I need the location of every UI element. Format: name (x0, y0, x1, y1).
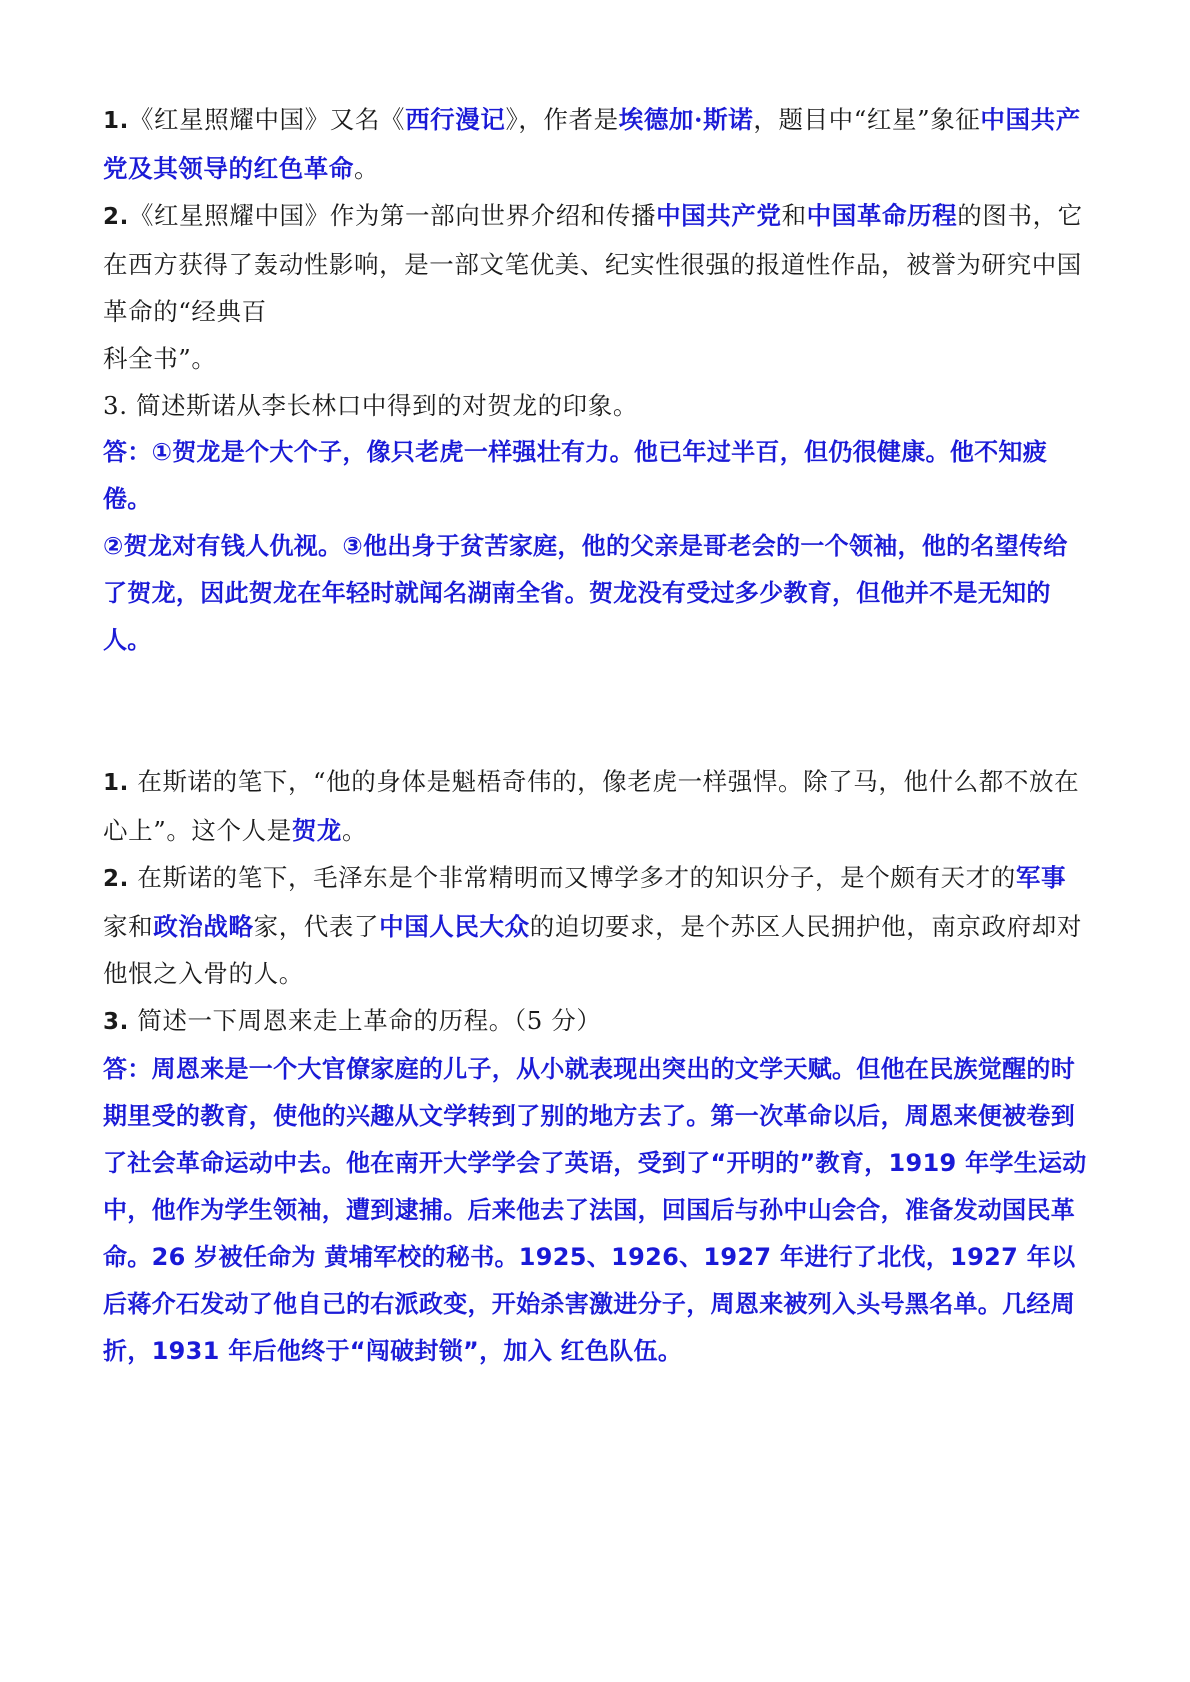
text: 在斯诺的笔下，毛泽东是个非常精明而又博学多才的知识分子，是个颇有天才的 (137, 863, 1016, 892)
text: 家和 (103, 912, 154, 941)
text: 。 (342, 816, 368, 845)
question-number: 2. (103, 204, 129, 230)
answer-key: 中国共产党及其领导的红色革命 (103, 105, 1081, 183)
s2-question-3 (103, 997, 1088, 1046)
answer-key: 中国革命历程 (806, 201, 958, 230)
section-2 (103, 758, 1088, 1375)
answer-key: 贺龙 (291, 816, 343, 845)
section-1 (103, 96, 1088, 664)
s1-answer-3-part-1: 答：①贺龙是个大个子，像只老虎一样强壮有力。他已年过半百，但仍很健康。他不知疲倦。 (103, 438, 1048, 513)
question-number: 3. (103, 391, 128, 420)
text: 《红星照耀中国》作为第一部向世界介绍和传播 (128, 201, 657, 230)
text: 家，代表了 (253, 912, 380, 941)
answer-key: 军事 (1015, 863, 1067, 892)
s2-question-2 (103, 854, 1088, 997)
answer-key: 埃德加·斯诺 (618, 105, 754, 134)
text: 。 (354, 154, 380, 183)
answer-key: 中国共产党 (656, 201, 782, 230)
question-number: 2. (103, 866, 129, 892)
text: 《红星照耀中国》又名《 (128, 105, 406, 134)
question-text: 简述斯诺从李长林口中得到的对贺龙的印象。 (135, 391, 638, 420)
question-number: 1. (103, 770, 129, 796)
text: 》，作者是 (505, 105, 619, 134)
s1-question-2 (103, 192, 1088, 382)
s1-question-3 (103, 382, 1088, 429)
question-text: 简述一下周恩来走上革命的历程。（5 分） (137, 1006, 602, 1035)
s1-question-1 (103, 96, 1088, 192)
s2-answer-3: 答：周恩来是一个大官僚家庭的儿子，从小就表现出突出的文学天赋。但他在民族觉醒的时期里受的教育，使他的兴趣从文学转到了别的地方去了。第一次革命以后，周恩来便被卷到了社会革命运动中去。他在南开大学学会了英语，受到了“开明的”教育，1919 年学生运动中，他作为学生领袖，遭到逮捕。后来他去了法国，回国后与孙中山会合，准备发动国民革命。26 岁被任命为 黄埔军校的秘书。1925、1926、1927 年进行了北伐，1927 年以后蒋介石发动了他自己的右派政变，开始杀害激进分子，周恩来被列入头号黑名单。几经周折，1931 年后他终于“闯破封锁”，加入 红色队伍。 (103, 1055, 1087, 1365)
text: 科全书”。 (103, 344, 217, 373)
text: 的迫切要求，是个苏区人民拥护他，南京政府却对他恨之入骨的人。 (103, 912, 1082, 988)
answer-key: 西行漫记 (405, 105, 506, 134)
answer-key: 政治战略 (153, 912, 254, 941)
question-number: 1. (103, 108, 129, 134)
s1-answer-3-part-2: ②贺龙对有钱人仇视。③他出身于贫苦家庭，他的父亲是哥老会的一个领袖，他的名望传给了贺龙，因此贺龙在年轻时就闻名湖南全省。贺龙没有受过多少教育，但他并不是无知的人。 (103, 532, 1068, 654)
text: 和 (781, 201, 807, 230)
text: 在斯诺的笔下，“他的身体是魁梧奇伟的，像老虎一样强悍。除了马，他什么都不放在心上”。这个人是 (103, 767, 1080, 845)
text: ，题目中“红星”象征 (753, 105, 981, 134)
question-number: 3. (103, 1009, 129, 1035)
answer-key: 中国人民大众 (379, 912, 530, 941)
text: 的图书，它在西方获得了轰动性影响，是一部文笔优美、纪实性很强的报道性作品，被誉为研究中国革命的“经典百 (103, 201, 1083, 326)
s2-question-1 (103, 758, 1088, 854)
